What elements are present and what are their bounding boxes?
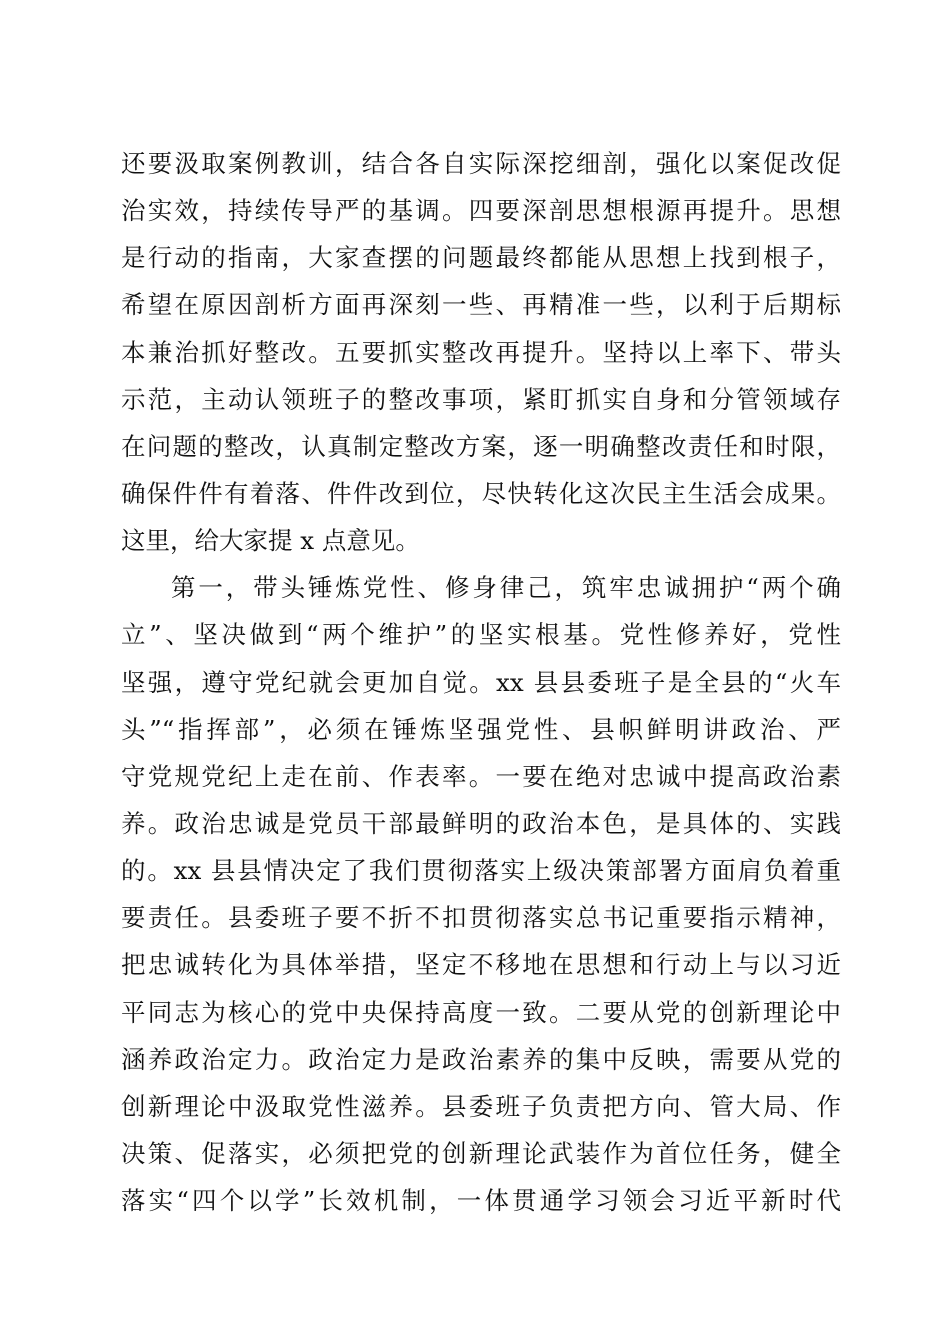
text-line: 坚强，遵守党纪就会更加自觉。xx 县县委班子是全县的“火车 <box>121 667 841 697</box>
text-line: 确保件件有着落、件件改到位，尽快转化这次民主生活会成果。 <box>121 478 841 508</box>
paragraph-first-line: 第一，带头锤炼党性、修身律己，筑牢忠诚拥护“两个确 <box>171 573 841 603</box>
text-line: 守党规党纪上走在前、作表率。一要在绝对忠诚中提高政治素 <box>121 761 841 791</box>
text-line: 涵养政治定力。政治定力是政治素养的集中反映，需要从党的 <box>121 1044 841 1074</box>
text-line: 希望在原因剖析方面再深刻一些、再精准一些，以利于后期标 <box>121 290 841 320</box>
text-line: 决策、促落实，必须把党的创新理论武装作为首位任务，健全 <box>121 1138 841 1168</box>
document-body <box>121 140 841 1224</box>
text-line: 平同志为核心的党中央保持高度一致。二要从党的创新理论中 <box>121 997 841 1027</box>
text-line: 示范，主动认领班子的整改事项，紧盯抓实自身和分管领域存 <box>121 384 841 414</box>
text-line: 立”、坚决做到“两个维护”的坚实根基。党性修养好，党性 <box>121 620 841 650</box>
text-line: 本兼治抓好整改。五要抓实整改再提升。坚持以上率下、带头 <box>121 337 841 367</box>
text-line: 把忠诚转化为具体举措，坚定不移地在思想和行动上与以习近 <box>121 950 841 980</box>
text-line: 这里，给大家提 x 点意见。 <box>121 526 420 556</box>
text-line: 的。xx 县县情决定了我们贯彻落实上级决策部署方面肩负着重 <box>121 856 841 886</box>
text-line: 治实效，持续传导严的基调。四要深剖思想根源再提升。思想 <box>121 196 841 226</box>
text-line: 在问题的整改，认真制定整改方案，逐一明确整改责任和时限， <box>121 431 841 461</box>
text-line: 创新理论中汲取党性滋养。县委班子负责把方向、管大局、作 <box>121 1091 841 1121</box>
text-line: 头”“指挥部”，必须在锤炼坚强党性、县帜鲜明讲政治、严 <box>121 714 841 744</box>
text-line: 养。政治忠诚是党员干部最鲜明的政治本色，是具体的、实践 <box>121 808 841 838</box>
text-line: 落实“四个以学”长效机制，一体贯通学习领会习近平新时代 <box>121 1186 841 1216</box>
text-line: 还要汲取案例教训，结合各自实际深挖细剖，强化以案促改促 <box>121 149 841 178</box>
text-line: 要责任。县委班子要不折不扣贯彻落实总书记重要指示精神， <box>121 903 841 933</box>
text-line: 是行动的指南，大家查摆的问题最终都能从思想上找到根子， <box>121 243 841 273</box>
